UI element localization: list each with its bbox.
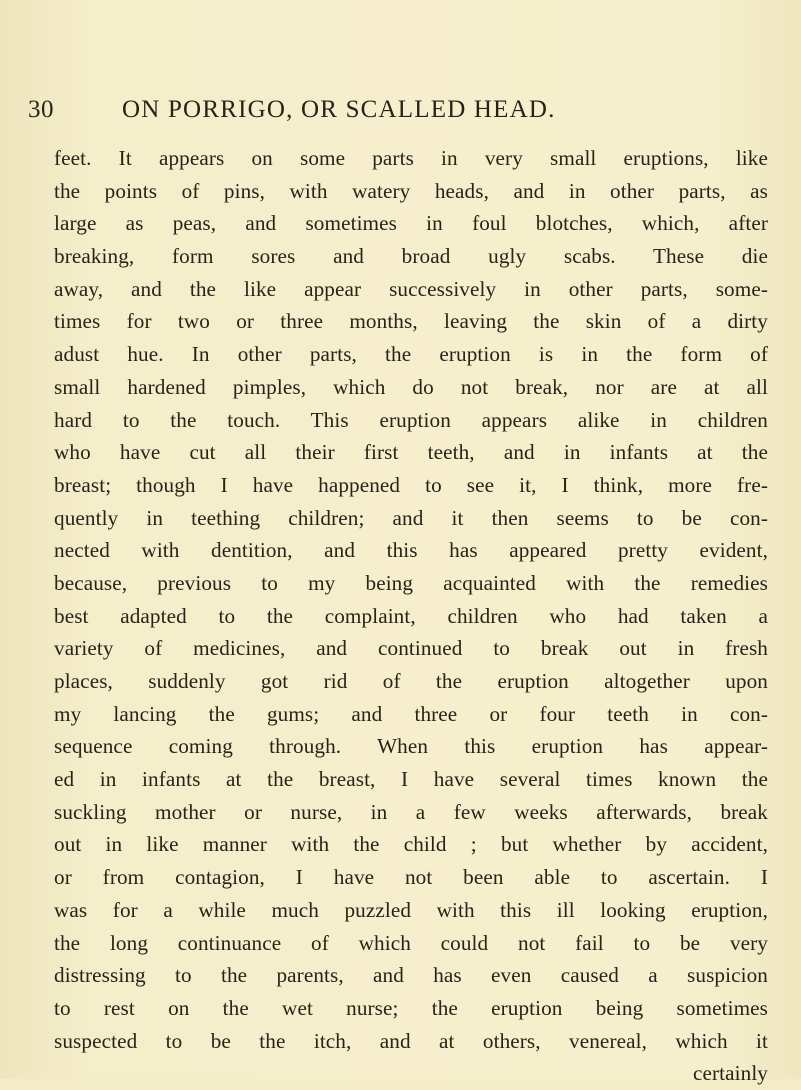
text-line: small hardened pimples, which do not break, nor are at all bbox=[54, 374, 768, 399]
text-line: suckling mother or nurse, in a few weeks afterwards, break bbox=[54, 799, 768, 824]
catchword: certainly bbox=[692, 1061, 768, 1086]
text-line: because, previous to my being acquainted with the remedies bbox=[54, 570, 768, 595]
text-line: the points of pins, with watery heads, and in other parts, as bbox=[54, 178, 768, 203]
text-line: suspected to be the itch, and at others, venereal, which it bbox=[54, 1028, 768, 1053]
text-line: times for two or three months, leaving the skin of a dirty bbox=[54, 309, 768, 334]
text-line: large as peas, and sometimes in foul blotches, which, after bbox=[54, 211, 768, 236]
text-line: my lancing the gums; and three or four teeth in con- bbox=[54, 701, 768, 726]
text-line: variety of medicines, and continued to break out in fresh bbox=[54, 636, 768, 661]
text-line: hard to the touch. This eruption appears alike in children bbox=[54, 407, 768, 432]
text-line: who have cut all their first teeth, and in infants at the bbox=[54, 440, 768, 465]
text-line: sequence coming through. When this eruption has appear- bbox=[54, 734, 768, 759]
text-line: best adapted to the complaint, children who had taken a bbox=[54, 603, 768, 628]
text-line: or from contagion, I have not been able to ascertain. I bbox=[54, 865, 768, 890]
text-line: was for a while much puzzled with this ill looking eruption, bbox=[54, 897, 768, 922]
text-line: nected with dentition, and this has appeared pretty evident, bbox=[54, 538, 768, 563]
text-line: ed in infants at the breast, I have several times known the bbox=[54, 767, 768, 792]
text-line: places, suddenly got rid of the eruption altogether upon bbox=[54, 669, 768, 693]
text-line: adust hue. In other parts, the eruption is in the form of bbox=[54, 342, 768, 367]
page-header bbox=[28, 96, 768, 142]
body-text bbox=[54, 142, 768, 1090]
page-number: 30 bbox=[28, 96, 54, 123]
text-line: quently in teething children; and it then seems to be con- bbox=[54, 505, 768, 530]
text-line: the long continuance of which could not fail to be very bbox=[54, 930, 768, 955]
text-line: away, and the like appear successively in other parts, some- bbox=[54, 276, 768, 301]
text-line: feet. It appears on some parts in very small eruptions, like bbox=[54, 146, 768, 170]
text-line: distressing to the parents, and has even caused a suspicion bbox=[54, 963, 768, 988]
text-line: out in like manner with the child ; but whether by accident, bbox=[54, 832, 768, 857]
running-head: ON PORRIGO, OR SCALLED HEAD. bbox=[122, 96, 556, 123]
text-line: to rest on the wet nurse; the eruption being sometimes bbox=[54, 995, 768, 1020]
text-line: breaking, form sores and broad ugly scabs. These die bbox=[54, 244, 768, 269]
text-line: breast; though I have happened to see it, I think, more fre- bbox=[54, 472, 768, 497]
